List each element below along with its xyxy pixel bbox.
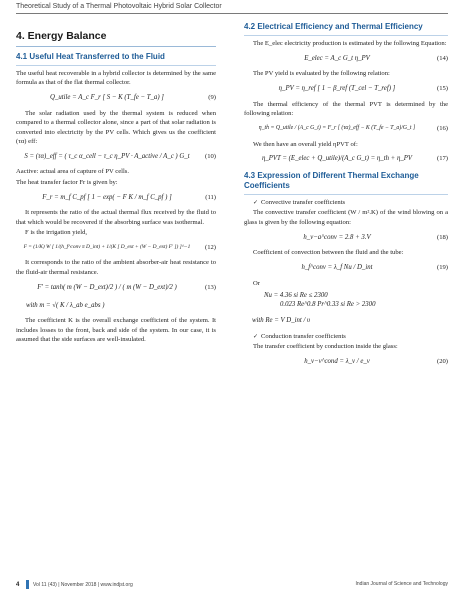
equation-number: (11): [205, 193, 216, 201]
equation-reynolds: [244, 314, 448, 328]
equation-20: [244, 355, 448, 369]
equation-body: Q_utile = A_c F_r [ S − K (T_fe − T_a) ]: [50, 94, 164, 102]
equation-12: [16, 240, 216, 254]
paragraph: The thermal efficiency of the thermal PVT is determined by the following relation:: [244, 100, 448, 118]
equation-nusselt: [244, 291, 448, 310]
equation-number: (20): [437, 357, 448, 365]
equation-body: 0.023 Re^0.8 Pr^0.33 si Re > 2300: [280, 301, 376, 309]
subsection-rule: [244, 35, 448, 36]
page-footer: [16, 580, 448, 589]
equation-body: F' = tanh( m (W − D_ext)/2 ) / ( m (W − D_ext)/2 ): [37, 283, 177, 291]
paragraph: The heat transfer factor Fr is given by:: [16, 178, 118, 186]
equation-body: η_PV = η_ref [ 1 − β_ref (T_cel − T_ref) ]: [278, 85, 396, 93]
equation-body: with m = √( K / λ_ab e_abs ): [26, 301, 105, 309]
equation-17: [244, 152, 448, 166]
paragraph: It corresponds to the ratio of the ambient absorber-air heat resistance to the fluid-air thermal resistance.: [16, 259, 216, 276]
paragraph: F is the irrigation yield,: [25, 229, 88, 237]
footer-accent-bar: [26, 580, 29, 589]
check-icon: ✓: [253, 199, 259, 207]
equation-number: (14): [437, 54, 448, 62]
equation-number: (19): [437, 263, 448, 271]
equation-10: [16, 149, 216, 163]
equation-11: [16, 190, 216, 204]
equation-body: h_v−v^cond = λ_v / e_v: [304, 357, 370, 365]
equation-number: (18): [437, 233, 448, 241]
equation-number: (12): [205, 243, 216, 251]
page-number: 4: [16, 581, 20, 588]
paragraph: We then have an overall yield ηPVT of:: [253, 140, 358, 148]
equation-body: h_v−a^conv = 2.8 + 3.V: [303, 233, 371, 241]
equation-m: [16, 298, 216, 312]
section-rule: [16, 46, 216, 47]
equation-19: [244, 261, 448, 275]
paragraph: The convective transfer coefficient (W / m².K) of the wind blowing on a glass is given by the following equation:: [244, 209, 448, 226]
equation-body: E_elec = A_c G_t η_PV: [304, 54, 370, 62]
paragraph: Aactive: actual area of capture of PV cells.: [16, 168, 130, 176]
bullet-item: [244, 198, 448, 207]
equation-number: (17): [437, 155, 448, 163]
bullet-label: Convective transfer coefficients: [261, 199, 346, 207]
paragraph: The useful heat recoverable in a hybrid collector is determined by the same formula as that of the flat thermal collector.: [16, 70, 216, 87]
bullet-label: Conduction transfer coefficients: [261, 332, 346, 340]
subsection-4-1-title: 4.1 Useful Heat Transferred to the Fluid: [16, 52, 165, 61]
section-title: 4. Energy Balance: [16, 30, 107, 42]
equation-body: S = (τα)_eff = ( τ_c α_cell − τ_c η_PV · A_active / A_c ) G_t: [24, 152, 190, 160]
paragraph: The solar radiation used by the thermal system is reduced when compared to a thermal collector alone, since a part of that solar radiation is converted into electricity by the PV cells. Which gives us the coefficient (τα) eff:: [16, 109, 216, 146]
equation-number: (13): [205, 283, 216, 291]
right-column: [244, 22, 448, 373]
paragraph: The PV yield is evaluated by the following relation:: [253, 70, 390, 78]
bullet-item: [244, 332, 448, 341]
equation-body: Nu = 4.36 si Re ≤ 2300: [264, 292, 328, 300]
equation-body: with Re = V D_int / υ: [252, 317, 311, 325]
paragraph: The E_elec electricity production is estimated by the following Equation:: [253, 40, 447, 47]
paragraph: It represents the ratio of the actual thermal flux received by the fluid to that which would be recovered if the absorbing surface was isothermal.: [16, 209, 216, 226]
equation-number: (9): [208, 94, 216, 102]
equation-13: [16, 280, 216, 294]
subsection-rule: [244, 194, 448, 195]
equation-body: F = (1/K) W [ 1/(h_f^conv π D_int) + 1/(K [ D_ext + (W − D_ext) F' ]) ]^−1: [23, 243, 191, 250]
footer-journal-name: Indian Journal of Science and Technology: [355, 581, 448, 587]
paragraph: The transfer coefficient by conduction inside the glass:: [253, 343, 398, 351]
equation-18: [244, 230, 448, 244]
paragraph: Or: [253, 279, 260, 287]
footer-journal-info: Vol 11 (43) | November 2018 | www.indjst.org: [33, 581, 133, 588]
subsection-4-3-title: 4.3 Expression of Different Thermal Exchange Coefficients: [244, 171, 419, 191]
running-header: Theoretical Study of a Thermal Photovoltaic Hybrid Solar Collector: [16, 3, 222, 10]
equation-body: η_PVT = (E_elec + Q_utile)/(A_c G_t) = η_th + η_PV: [261, 155, 413, 163]
equation-body: h_f^conv = λ_f Nu / D_int: [301, 263, 373, 271]
equation-body: F_r = m_f C_pf [ 1 − exp( − F K / m_f C_pf ) ]: [42, 193, 172, 201]
equation-number: (10): [205, 152, 216, 160]
equation-16: [244, 122, 448, 136]
subsection-rule: [16, 65, 216, 66]
subsection-4-2-title: 4.2 Electrical Efficiency and Thermal Efficiency: [244, 22, 423, 31]
check-icon: ✓: [253, 332, 259, 340]
header-rule: [16, 13, 448, 14]
equation-14: [244, 51, 448, 65]
paragraph: The coefficient K is the overall exchange coefficient of the system. It includes losses to the front, back and side of the system. In our case, it is assumed that the side surfaces are well-insulated.: [16, 317, 216, 344]
equation-number: (15): [437, 85, 448, 93]
equation-body: η_th = Q_utile / (A_c G_t) = F_r [ (τα)_eff − K (T_fe − T_a)/G_t ]: [258, 124, 416, 131]
left-column: [16, 22, 216, 346]
equation-15: [244, 82, 448, 96]
equation-number: (16): [437, 124, 448, 132]
paragraph: Coefficient of convection between the fluid and the tube:: [253, 249, 404, 257]
equation-9: [16, 91, 216, 105]
